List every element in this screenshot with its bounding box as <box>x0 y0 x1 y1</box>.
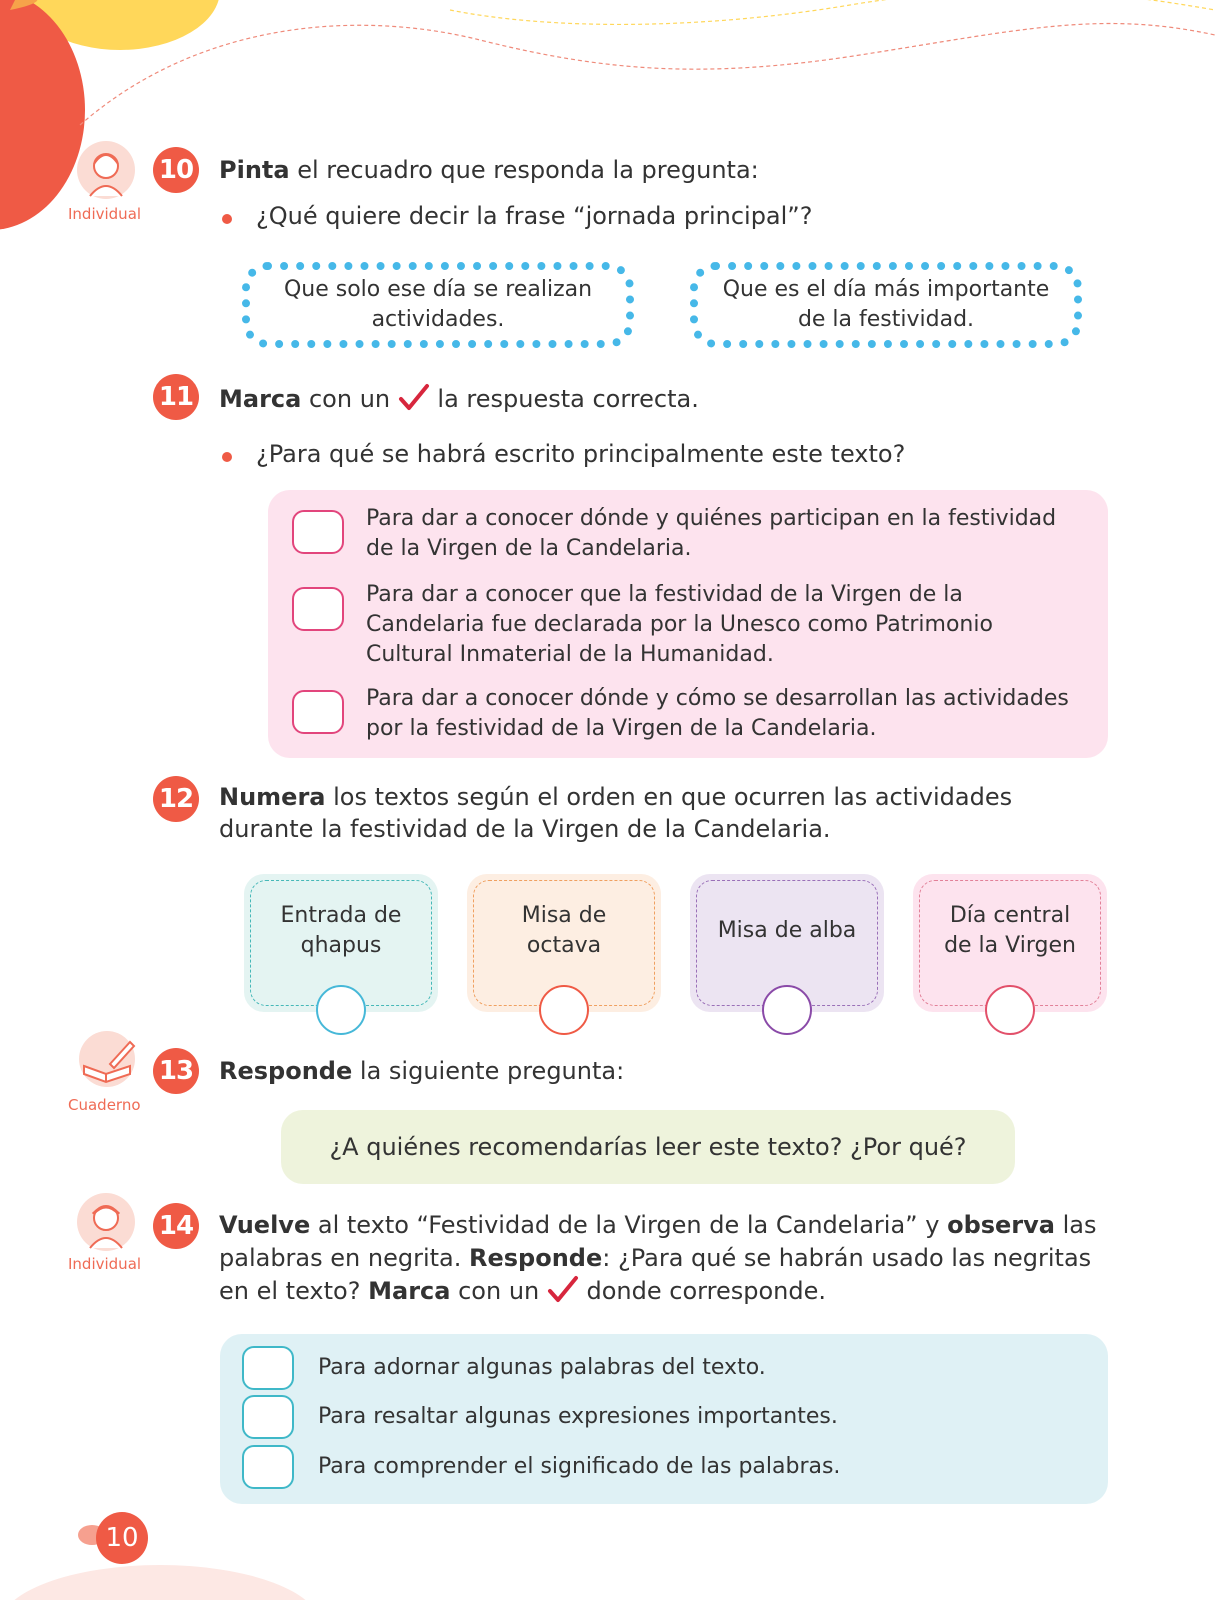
q11-instruction <box>219 383 699 415</box>
page-number: 10 <box>96 1512 148 1564</box>
checkmark-icon <box>547 1275 579 1305</box>
q11-instruction-b: la respuesta correcta. <box>437 385 699 413</box>
q12-number-circle-4[interactable] <box>985 985 1035 1035</box>
q14-option-3: Para comprender el significado de las palabras. <box>318 1454 841 1479</box>
question-number-11: 11 <box>153 374 199 420</box>
q10-option-2[interactable] <box>690 262 1082 348</box>
q10-option-2-text: Que es el día más importante de la festividad. <box>722 277 1050 332</box>
q12-card-1-text: Entrada de qhapus <box>280 903 402 958</box>
cuaderno-label: Cuaderno <box>68 1096 141 1114</box>
notebook-icon <box>76 1030 138 1088</box>
q11-checkbox-2[interactable] <box>292 587 344 631</box>
q12-number-circle-2[interactable] <box>539 985 589 1035</box>
q10-option-1[interactable] <box>242 262 634 348</box>
q12-card-4-text: Día central de la Virgen <box>944 903 1076 958</box>
q14-checkbox-2[interactable] <box>242 1395 294 1439</box>
individual-avatar-icon-2 <box>76 1192 136 1252</box>
q14-text-5: donde corresponde. <box>586 1277 826 1305</box>
checkmark-icon <box>398 383 430 413</box>
bullet <box>222 214 232 224</box>
q10-instruction <box>219 154 759 186</box>
q12-verb: Numera <box>219 783 326 811</box>
q14-verb-1: Vuelve <box>219 1211 311 1239</box>
bullet <box>222 452 232 462</box>
q14-text-3: : ¿Para qué se habrán usado las negritas en el texto? <box>219 1244 1092 1305</box>
q14-verb-4: Marca <box>368 1277 451 1305</box>
q14-verb-2: observa <box>947 1211 1055 1239</box>
q14-text-1: al texto “Festividad de la Virgen de la Candelaria” y <box>317 1211 940 1239</box>
q14-checkbox-3[interactable] <box>242 1445 294 1489</box>
q12-card-2-text: Misa de octava <box>521 903 607 958</box>
q11-question: ¿Para qué se habrá escrito principalmente este texto? <box>256 440 906 468</box>
q11-instruction-a: con un <box>308 385 391 413</box>
q12-card-3-text: Misa de alba <box>717 918 857 943</box>
q11-option-3: Para dar a conocer dónde y cómo se desarrollan las actividades por la festividad de la Virgen de la Candelaria. <box>366 686 1069 741</box>
q11-checkbox-1[interactable] <box>292 510 344 554</box>
q13-instruction <box>219 1055 624 1087</box>
q12-number-circle-3[interactable] <box>762 985 812 1035</box>
q14-option-1: Para adornar algunas palabras del texto. <box>318 1355 766 1380</box>
q10-question: ¿Qué quiere decir la frase “jornada principal”? <box>256 202 813 230</box>
question-number-10: 10 <box>153 147 199 193</box>
q10-option-1-text: Que solo ese día se realizan actividades. <box>283 277 593 332</box>
individual-avatar-icon <box>76 140 136 200</box>
q14-text-2: las palabras en negrita. <box>219 1211 1097 1272</box>
q10-instruction-text: el recuadro que responda la pregunta: <box>297 156 759 184</box>
q14-text-4: con un <box>458 1277 540 1305</box>
q14-verb-3: Responde <box>469 1244 603 1272</box>
q13-verb: Responde <box>219 1057 353 1085</box>
q14-instruction <box>219 1209 1099 1308</box>
question-number-14: 14 <box>153 1203 199 1249</box>
q14-checkbox-1[interactable] <box>242 1346 294 1390</box>
q14-option-2: Para resaltar algunas expresiones importantes. <box>318 1404 838 1429</box>
q12-number-circle-1[interactable] <box>316 985 366 1035</box>
q13-question: ¿A quiénes recomendarías leer este texto? ¿Por qué? <box>329 1133 967 1161</box>
q12-instruction <box>219 781 1079 845</box>
q10-verb: Pinta <box>219 156 290 184</box>
question-number-12: 12 <box>153 776 199 822</box>
individual-label: Individual <box>68 205 142 223</box>
q11-verb: Marca <box>219 385 302 413</box>
question-number-13: 13 <box>153 1048 199 1094</box>
q13-question-box <box>281 1110 1015 1184</box>
individual-label-2: Individual <box>68 1255 142 1273</box>
q11-option-1: Para dar a conocer dónde y quiénes participan en la festividad de la Virgen de la Candelaria. <box>366 506 1057 561</box>
q13-instruction-text: la siguiente pregunta: <box>359 1057 625 1085</box>
q12-instruction-text: los textos según el orden en que ocurren las actividades durante la festividad de la Virgen de la Candelaria. <box>219 783 1013 843</box>
q11-option-2: Para dar a conocer que la festividad de la Virgen de la Candelaria fue declarada por la Unesco como Patrimonio Cultural Inmaterial de la Humanidad. <box>366 582 993 667</box>
q11-checkbox-3[interactable] <box>292 690 344 734</box>
